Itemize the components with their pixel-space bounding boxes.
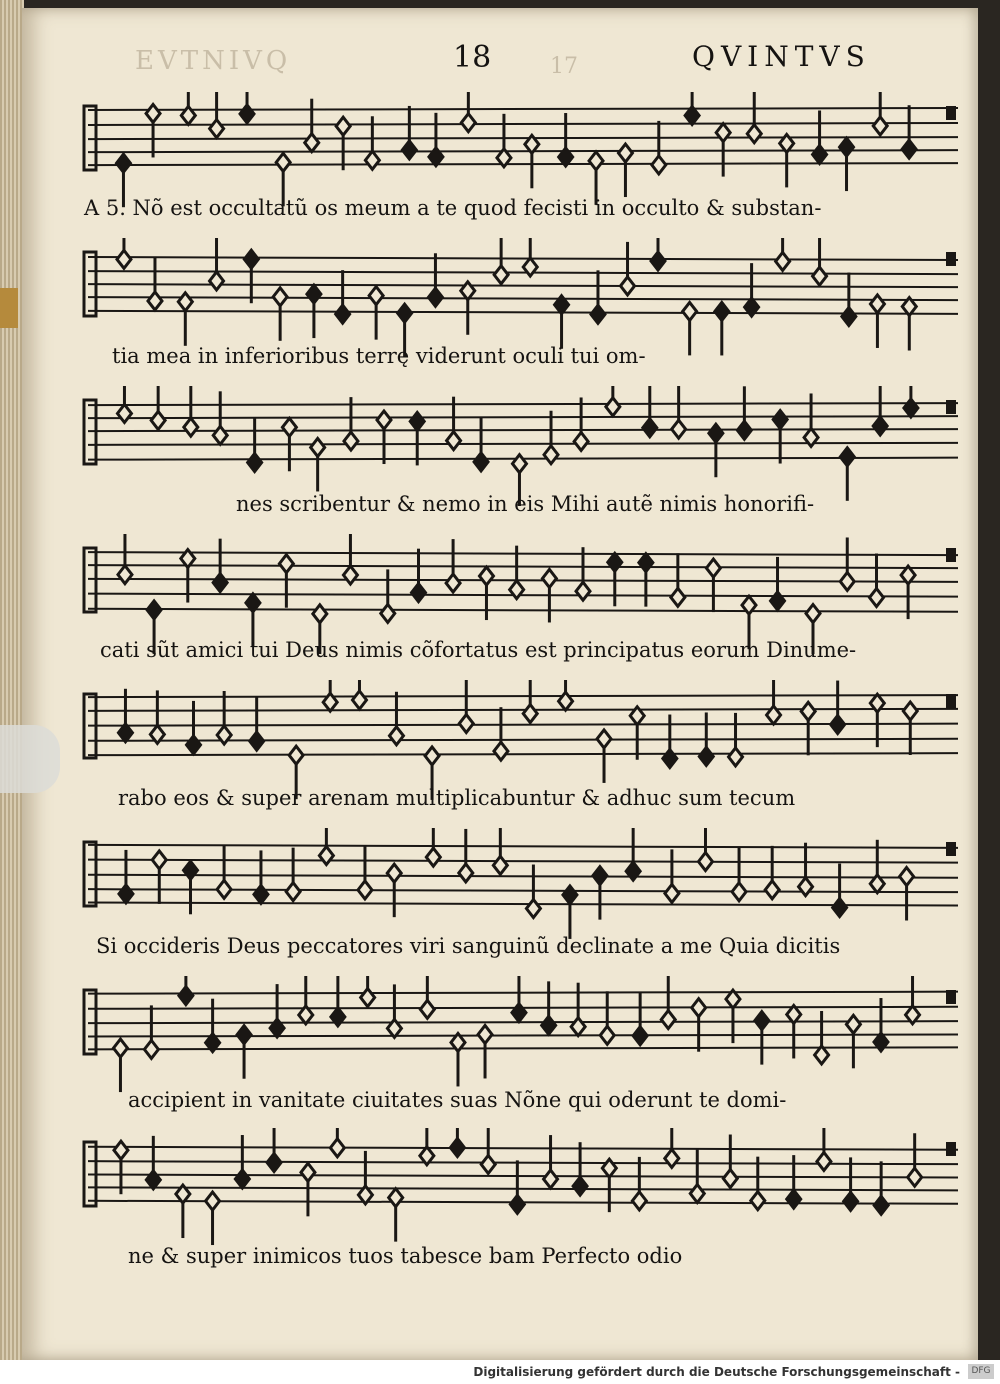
note-head [254,885,268,903]
note-head [365,151,379,169]
staff-line [88,992,958,994]
lyric-line-3: nes scribentur & nemo in eis Mihi autẽ nimis honorifi- [236,492,815,516]
note-head [117,250,131,268]
note-head [813,146,827,164]
note-head [608,553,622,571]
page-number: 18 [453,40,492,75]
note-head [589,152,603,170]
note-head [459,864,473,882]
lyric-line-5: rabo eos & super arenam multiplicabuntur & adhuc sum tecum [118,786,796,810]
staff-line [88,860,958,863]
note-head [459,715,473,733]
voice-part-title: QVINTVS [692,40,871,73]
music-staff-1 [80,92,964,212]
note-head [870,589,884,607]
note-head [387,864,401,882]
note-head [870,295,884,313]
note-head [217,880,231,898]
note-head [844,1192,858,1210]
note-head [474,453,488,471]
staff-line [88,297,958,300]
note-head [146,1171,160,1189]
note-head [398,304,412,322]
note-head [600,1026,614,1044]
note-head [248,454,262,472]
note-head [571,1018,585,1036]
note-head [737,421,751,439]
custos-mark [946,106,956,120]
note-head [765,881,779,899]
digitization-footer [0,1360,1000,1384]
note-head [352,691,366,709]
note-head [114,1141,128,1159]
staff-line [88,845,958,848]
clef-sign [84,548,96,612]
note-head [461,114,475,132]
note-head [402,141,416,159]
note-head [544,1170,558,1188]
note-head [179,987,193,1005]
funding-notice: Digitalisierung gefördert durch die Deutsche Forschungsgemeinschaft - [473,1365,960,1379]
note-head [183,861,197,879]
note-head [273,288,287,306]
note-head [806,605,820,623]
note-head [144,1040,158,1058]
page-clip [0,725,60,793]
note-head [148,292,162,310]
note-head [381,604,395,622]
note-head [250,732,264,750]
note-head [479,567,493,585]
note-head [286,883,300,901]
note-head [706,559,720,577]
note-head [119,885,133,903]
staff-line [88,257,958,260]
staff-line [88,311,958,314]
note-head [146,104,160,122]
clef-sign [84,106,96,170]
note-head [147,601,161,619]
note-head [313,605,327,623]
note-head [602,1159,616,1177]
staff-line [88,609,958,612]
music-staff-4 [80,534,964,654]
note-head [446,574,460,592]
staff-line [88,875,958,878]
note-head [755,1012,769,1030]
note-head [213,426,227,444]
note-head [842,308,856,326]
lyric-line-1: A 5. Nõ est occultatũ os meum a te quod fecisti in occulto & substan- [84,196,822,220]
note-head [908,1168,922,1186]
note-head [358,881,372,899]
note-head [301,1163,315,1181]
note-head [873,417,887,435]
note-head [903,702,917,720]
note-head [593,867,607,885]
staff-line [88,1187,958,1190]
note-head [563,886,577,904]
note-head [118,566,132,584]
note-head [330,1139,344,1157]
note-head [698,853,712,871]
note-head [813,267,827,285]
staff-line [88,108,958,110]
note-head [336,305,350,323]
note-head [377,411,391,429]
note-head [523,705,537,723]
note-head [512,1004,526,1022]
note-head [344,432,358,450]
note-head [665,1149,679,1167]
note-head [591,305,605,323]
note-head [426,848,440,866]
note-head [319,847,333,865]
note-head [235,1170,249,1188]
staff-line [88,695,958,697]
note-head [632,1192,646,1210]
note-head [663,750,677,768]
note-head [544,446,558,464]
staff-line [88,594,958,597]
note-head [874,1196,888,1214]
note-head [747,125,761,143]
music-staff-2 [80,238,964,358]
music-staff-6 [80,828,964,948]
note-head [481,1155,495,1173]
note-head [692,999,706,1017]
note-head [831,716,845,734]
lyric-line-7: accipient in vanitate ciuitates suas Nõne qui oderunt te domi- [128,1088,787,1112]
staff-line [88,1034,958,1036]
note-head [542,1016,556,1034]
note-head [902,140,916,158]
note-head [815,1046,829,1064]
note-head [690,1185,704,1203]
lyric-line-8: ne & super inimicos tuos tabesce bam Perfecto odio [128,1244,683,1268]
dfg-logo: DFG [968,1364,994,1379]
note-head [840,138,854,156]
note-head [510,1195,524,1213]
note-head [716,124,730,142]
music-staff-7 [80,976,964,1096]
staff-line [88,150,958,152]
note-head [420,1000,434,1018]
note-head [900,867,914,885]
music-staff-8 [80,1128,964,1248]
note-head [671,588,685,606]
note-head [478,1025,492,1043]
note-head [559,692,573,710]
staff-line [88,709,958,711]
note-head [276,153,290,171]
staff-line [88,416,958,418]
note-head [210,272,224,290]
music-staff-3 [80,386,964,506]
note-head [542,569,556,587]
note-head [715,302,729,320]
note-head [633,1027,647,1045]
lyric-line-6: Si occideris Deus peccatores viri sanguinũ declinate a me Quia dicitis [96,934,841,958]
note-head [411,584,425,602]
note-head [618,144,632,162]
note-head [699,747,713,765]
note-head [240,105,254,123]
note-head [773,411,787,429]
note-head [237,1026,251,1044]
custos-mark [946,548,956,562]
bleed-through-page-number: 17 [550,54,578,79]
note-head [873,117,887,135]
bookmark-tab [0,288,18,328]
note-head [425,747,439,765]
note-head [574,432,588,450]
note-head [576,582,590,600]
note-head [178,293,192,311]
staff-line [88,724,958,726]
note-head [776,252,790,270]
note-head [799,878,813,896]
note-head [336,117,350,135]
bleed-through-header: EVTNIVQ [135,46,292,76]
note-head [833,899,847,917]
staff-line [88,1021,958,1023]
note-head [428,288,442,306]
note-head [512,455,526,473]
note-head [771,592,785,610]
note-head [723,1170,737,1188]
note-head [184,418,198,436]
note-head [116,154,130,172]
note-head [621,277,635,295]
note-head [526,900,540,918]
custos-mark [946,694,956,708]
note-head [305,134,319,152]
note-head [289,746,303,764]
note-head [846,1015,860,1033]
staff-line [88,1174,958,1177]
note-head [389,727,403,745]
note-head [573,1177,587,1195]
staff-line [88,403,958,405]
note-head [643,419,657,437]
note-head [651,252,665,270]
note-head [639,554,653,572]
note-head [494,266,508,284]
note-head [369,287,383,305]
note-head [151,411,165,429]
note-head [904,399,918,417]
note-head [450,1139,464,1157]
clef-sign [84,990,96,1054]
note-head [311,438,325,456]
custos-mark [946,842,956,856]
note-head [683,302,697,320]
note-head [113,1039,127,1057]
note-head [361,989,375,1007]
custos-mark [946,252,956,266]
music-staff-5 [80,680,964,800]
book-page-edges [0,0,24,1360]
staff-line [88,163,958,165]
staff-line [88,552,958,555]
staff-line [88,1147,958,1150]
note-head [244,250,258,268]
note-head [187,736,201,754]
custos-mark [946,990,956,1004]
note-head [117,404,131,422]
note-head [493,856,507,874]
note-head [751,1192,765,1210]
note-head [597,730,611,748]
note-head [494,742,508,760]
staff-line [88,1047,958,1049]
note-head [661,1011,675,1029]
note-head [410,412,424,430]
note-head [213,574,227,592]
note-head [709,424,723,442]
note-head [282,418,296,436]
note-head [652,156,666,174]
note-head [840,572,854,590]
note-head [672,420,686,438]
note-head [343,566,357,584]
note-head [389,1189,403,1207]
note-head [267,1154,281,1172]
custos-mark [946,1142,956,1156]
staff-line [88,565,958,568]
note-head [817,1152,831,1170]
note-head [606,398,620,416]
note-head [729,748,743,766]
note-head [801,702,815,720]
note-head [210,120,224,138]
note-head [840,448,854,466]
note-head [665,884,679,902]
lyric-line-4: cati sũt amici tui Deus nimis cõfortatus est principatus eorum Dinume- [100,638,857,662]
note-head [732,883,746,901]
note-head [206,1192,220,1210]
note-head [279,555,293,573]
staff-line [88,902,958,905]
note-head [787,1190,801,1208]
note-head [152,851,166,869]
note-head [307,285,321,303]
staff-line [88,753,958,755]
note-head [447,432,461,450]
lyric-line-2: tia mea in inferioribus terrę viderunt oculi tui om- [112,344,646,368]
custos-mark [946,400,956,414]
